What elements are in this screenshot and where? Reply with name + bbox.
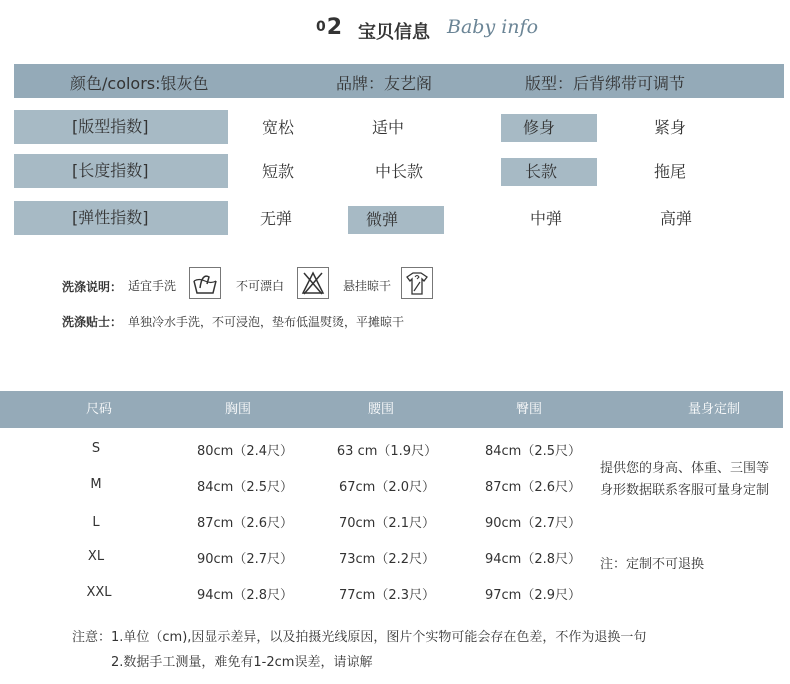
fit-index-label: [版型指数] <box>14 110 228 144</box>
elasticity-index-label: [弹性指数] <box>14 201 228 235</box>
size-cell: L <box>92 515 100 530</box>
hip-cell: 97cm（2.9尺） <box>484 588 582 603</box>
bust-cell: 90cm（2.7尺） <box>196 552 294 567</box>
fit-option-slim-selected: 修身 <box>501 114 597 142</box>
wash-item-hand-wash: 适宜手洗 <box>128 279 177 293</box>
size-table-header <box>0 391 783 428</box>
length-index-label: [长度指数] <box>14 154 228 188</box>
note-line-1: 注意：1.单位（cm),因显示差异，以及拍摄光线原因，图片个实物可能会存在色差，不作为退换一句 <box>72 630 647 645</box>
length-option-short: 短款 <box>261 162 294 181</box>
elasticity-option-high: 高弹 <box>659 209 692 228</box>
bust-cell: 94cm（2.8尺） <box>196 588 294 603</box>
wash-instructions-label: 洗涤说明： <box>62 280 123 294</box>
header-bust: 胸围 <box>224 402 251 417</box>
size-cell: XXL <box>86 585 112 600</box>
fit-option-loose: 宽松 <box>261 118 294 137</box>
size-cell: S <box>91 441 101 456</box>
hang-dry-icon <box>401 267 433 299</box>
elasticity-option-medium: 中弹 <box>529 209 562 228</box>
bust-cell: 87cm（2.6尺） <box>196 516 294 531</box>
brand-info: 品牌：友艺阁 <box>336 74 433 93</box>
bust-cell: 84cm（2.5尺） <box>196 480 294 495</box>
hip-cell: 94cm（2.8尺） <box>484 552 582 567</box>
waist-cell: 70cm（2.1尺） <box>338 516 436 531</box>
wash-item-no-bleach: 不可漂白 <box>236 279 285 293</box>
header-waist: 腰围 <box>367 402 394 417</box>
elasticity-option-none: 无弹 <box>259 209 292 228</box>
waist-cell: 67cm（2.0尺） <box>338 480 436 495</box>
section-title-en: Baby info <box>447 16 539 38</box>
header-hip: 臀围 <box>515 402 542 417</box>
section-title: 宝贝信息 <box>358 22 430 43</box>
custom-sizing-text: 提供您的身高、体重、三围等身形数据联系客服可量身定制 <box>600 461 770 498</box>
hip-cell: 90cm（2.7尺） <box>484 516 582 531</box>
size-cell: M <box>90 477 102 492</box>
wash-tips-text: 单独冷水手洗，不可浸泡，垫布低温熨烫，平摊晾干 <box>128 315 405 329</box>
length-option-long-selected: 长款 <box>501 158 597 186</box>
wash-item-hang-dry: 悬挂晾干 <box>343 279 392 293</box>
hand-wash-icon <box>189 267 221 299</box>
no-bleach-icon <box>297 267 329 299</box>
note-line-2: 2.数据手工测量，难免有1-2cm误差，请谅解 <box>111 655 373 670</box>
bust-cell: 80cm（2.4尺） <box>196 444 294 459</box>
header-size: 尺码 <box>85 402 112 417</box>
product-info-bar <box>14 64 784 98</box>
fit-option-regular: 适中 <box>371 118 404 137</box>
waist-cell: 77cm（2.3尺） <box>338 588 436 603</box>
header-custom: 量身定制 <box>687 402 740 417</box>
color-info: 颜色/colors:银灰色 <box>70 74 209 93</box>
waist-cell: 63 cm（1.9尺） <box>336 444 438 459</box>
waist-cell: 73cm（2.2尺） <box>338 552 436 567</box>
style-info: 版型：后背绑带可调节 <box>525 74 686 93</box>
hip-cell: 87cm（2.6尺） <box>484 480 582 495</box>
length-option-trailing: 拖尾 <box>653 162 686 181</box>
fit-option-tight: 紧身 <box>653 118 686 137</box>
hip-cell: 84cm（2.5尺） <box>484 444 582 459</box>
wash-tips-label: 洗涤贴士： <box>62 315 123 329</box>
size-cell: XL <box>87 549 105 564</box>
elasticity-option-slight-selected: 微弹 <box>348 206 444 234</box>
custom-sizing-note: 注：定制不可退换 <box>600 557 705 572</box>
section-number: 02 <box>316 15 344 40</box>
length-option-midi: 中长款 <box>374 162 423 181</box>
